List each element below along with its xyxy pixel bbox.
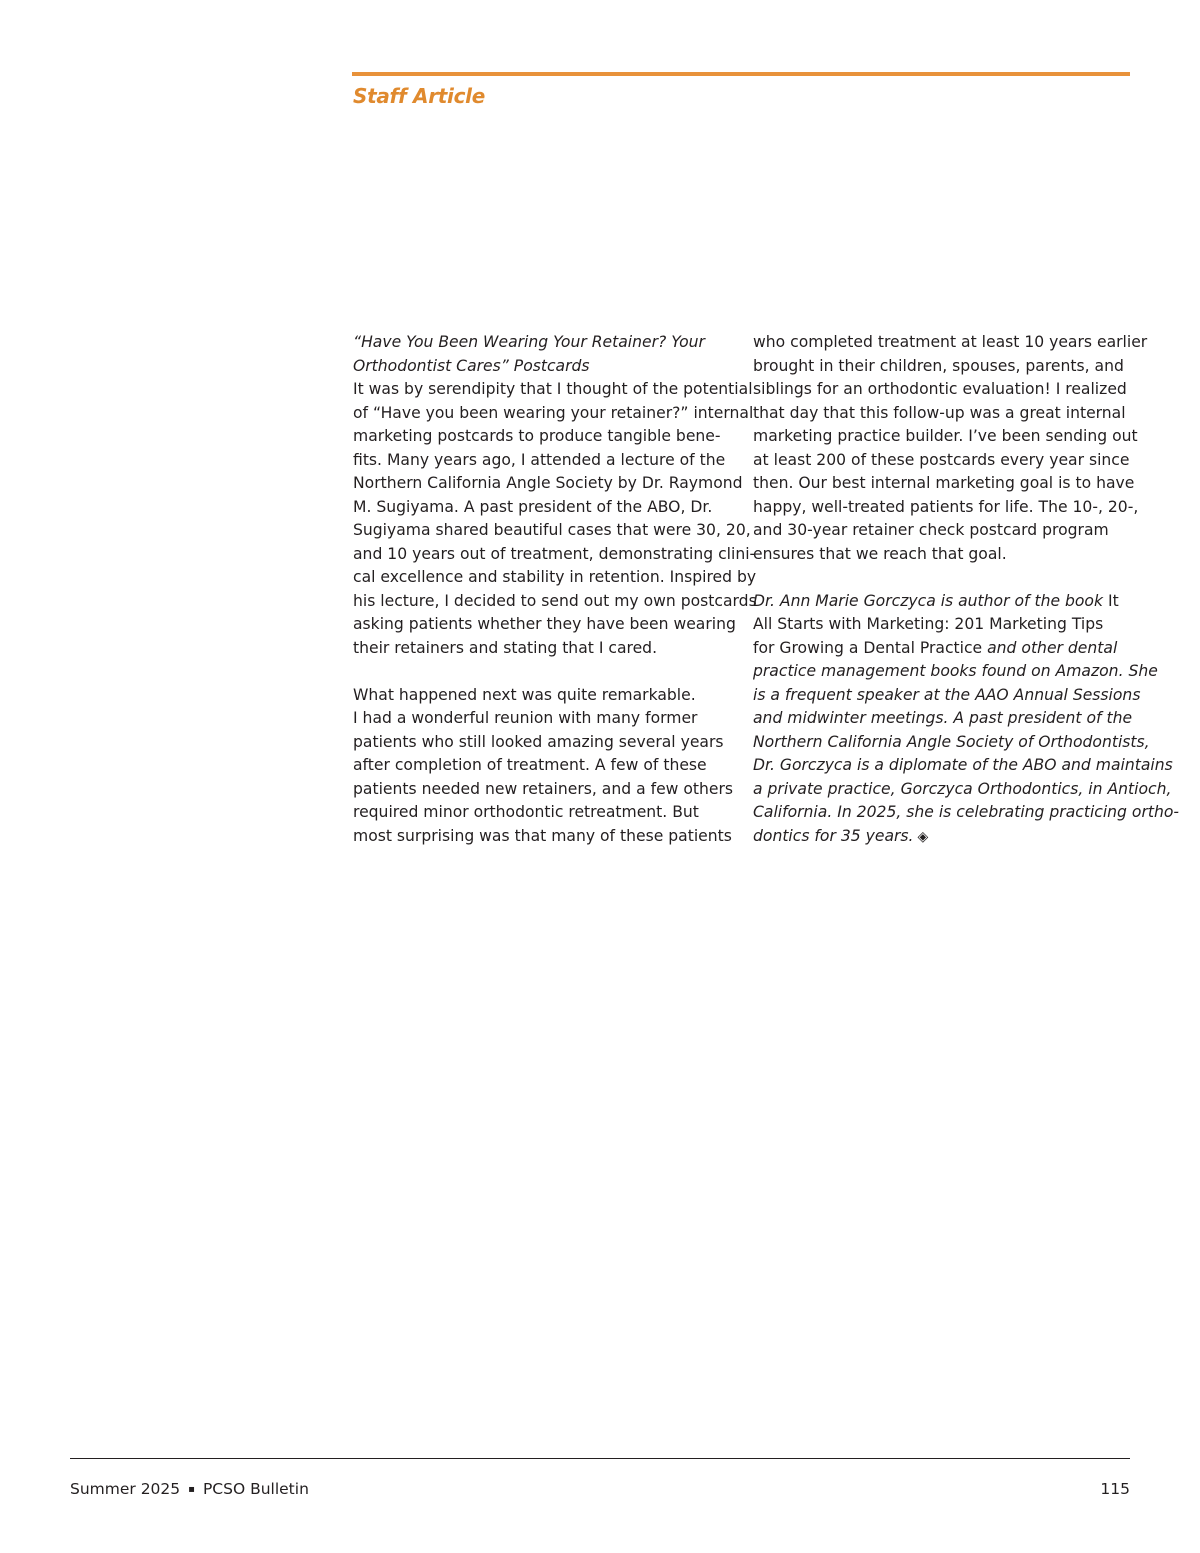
end-mark-icon: ◈ [917, 828, 929, 845]
bio-line: and midwinter meetings. A past president of the [753, 709, 1133, 727]
footer-publication: PCSO Bulletin [202, 1480, 309, 1498]
bio-line [753, 637, 1131, 661]
bio-text-italic: and other dental [982, 638, 1118, 657]
paragraph-gap [353, 660, 728, 684]
body-line: I had a wonderful reunion with many former [353, 709, 698, 727]
body-line: happy, well-treated patients for life. The 10-, 20-, [753, 497, 1139, 516]
footer-rule [70, 1458, 1130, 1459]
body-line: brought in their children, spouses, parents, and [753, 356, 1124, 375]
body-line: siblings for an orthodontic evaluation! I realized [753, 380, 1127, 398]
book-title-text: It [1107, 591, 1119, 610]
subhead-line: Orthodontist Cares” Postcards [353, 356, 590, 375]
book-title-text: All Starts with Marketing: 201 Marketing Tips [753, 615, 1104, 633]
body-line: marketing practice builder. I’ve been sending out [753, 427, 1138, 445]
bio-last-text: dontics for 35 years. [753, 826, 914, 845]
body-line: M. Sugiyama. A past president of the ABO, Dr. [353, 497, 713, 516]
bio-line [753, 825, 1131, 849]
body-line: after completion of treatment. A few of these [353, 756, 707, 774]
body-line: patients needed new retainers, and a few others [353, 779, 734, 798]
footer-credit [70, 1480, 309, 1498]
body-line: at least 200 of these postcards every year since [753, 450, 1130, 469]
bio-line: Dr. Gorczyca is a diplomate of the ABO and maintains [753, 756, 1173, 774]
body-line: required minor orthodontic retreatment. But [353, 803, 699, 821]
body-line: and 10 years out of treatment, demonstrating clini- [353, 544, 756, 563]
body-line: then. Our best internal marketing goal is to have [753, 474, 1135, 492]
bio-line: Northern California Angle Society of Orthodontists, [753, 732, 1150, 751]
footer-separator-icon: ▪ [188, 1484, 195, 1495]
footer-issue: Summer 2025 [70, 1480, 181, 1498]
page-number: 115 [1100, 1480, 1130, 1498]
bio-line: a private practice, Gorczyca Orthodontics, in Antioch, [753, 779, 1172, 798]
left-column [353, 331, 757, 848]
book-title-text: for Growing a Dental Practice [753, 638, 983, 657]
body-line: of “Have you been wearing your retainer?” internal [353, 403, 754, 422]
body-line: his lecture, I decided to send out my own postcards [353, 591, 757, 610]
bio-line: is a frequent speaker at the AAO Annual Sessions [753, 685, 1141, 704]
subhead-line: “Have You Been Wearing Your Retainer? Your [353, 333, 705, 351]
header-rule [352, 72, 1130, 76]
body-line: What happened next was quite remarkable. [353, 685, 696, 704]
body-line: patients who still looked amazing several years [353, 732, 724, 751]
body-line: who completed treatment at least 10 years earlier [753, 333, 1148, 351]
paragraph-gap [753, 566, 1131, 590]
body-line: marketing postcards to produce tangible bene- [353, 427, 721, 445]
body-line: Northern California Angle Society by Dr. Raymond [353, 474, 743, 492]
body-line: Sugiyama shared beautiful cases that were 30, 20, [353, 521, 751, 539]
right-column [753, 331, 1180, 848]
bio-line: practice management books found on Amazon. She [753, 662, 1158, 680]
bio-text-italic: Dr. Ann Marie Gorczyca is author of the book [753, 591, 1108, 610]
body-line: and 30-year retainer check postcard program [753, 521, 1109, 539]
body-line: fits. Many years ago, I attended a lecture of the [353, 450, 726, 469]
body-line: ensures that we reach that goal. [753, 544, 1007, 563]
body-line: cal excellence and stability in retention. Inspired by [353, 568, 757, 586]
body-line: that day that this follow-up was a great internal [753, 403, 1126, 422]
body-line: their retainers and stating that I cared. [353, 638, 658, 657]
section-label: Staff Article [353, 84, 485, 108]
bio-line [753, 590, 1131, 614]
body-line: most surprising was that many of these patients [353, 826, 732, 845]
body-line: asking patients whether they have been wearing [353, 615, 736, 633]
bio-line [753, 613, 1131, 637]
body-line: It was by serendipity that I thought of the potential [353, 380, 753, 398]
bio-line: California. In 2025, she is celebrating practicing ortho- [753, 803, 1180, 821]
